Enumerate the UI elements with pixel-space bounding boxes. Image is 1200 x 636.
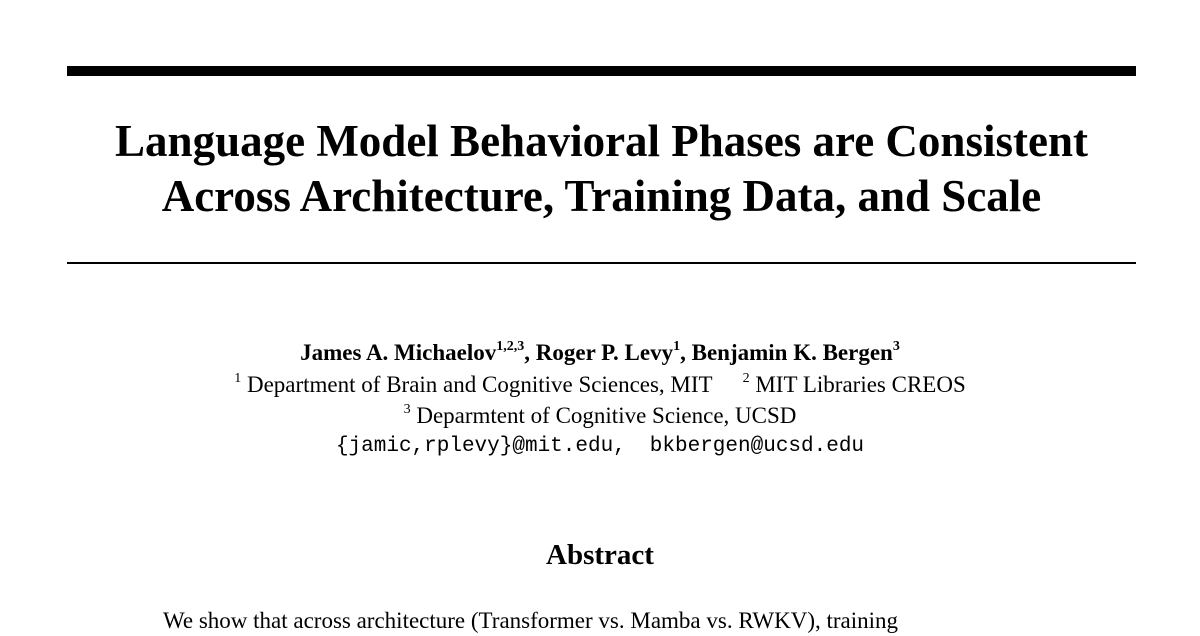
paper-title	[67, 114, 1136, 224]
author-affiliation-marker: 1,2,3	[496, 339, 525, 354]
author-list	[0, 338, 1200, 368]
affiliation-line	[0, 370, 1200, 400]
author-name: Benjamin K. Bergen	[691, 340, 893, 365]
title-top-rule	[67, 66, 1136, 76]
affiliation-text: MIT Libraries CREOS	[749, 372, 966, 397]
affiliation-line	[0, 401, 1200, 431]
affiliation-marker: 1	[234, 371, 242, 386]
author-separator: ,	[680, 340, 692, 365]
title-bottom-rule	[67, 262, 1136, 264]
email-address: {jamic,rplevy}@mit.edu,	[335, 435, 626, 458]
affiliation-text: Department of Brain and Cognitive Sciences, MIT	[241, 372, 713, 397]
author-name: Roger P. Levy	[535, 340, 674, 365]
affiliation-marker: 2	[742, 371, 750, 386]
abstract-text: We show that across architecture (Transformer vs. Mamba vs. RWKV), training	[163, 608, 899, 633]
author-name: James A. Michaelov	[300, 340, 497, 365]
author-emails	[0, 432, 1200, 462]
affiliation-text: Deparmtent of Cognitive Science, UCSD	[410, 403, 797, 428]
author-separator: ,	[524, 340, 536, 365]
email-address: bkbergen@ucsd.edu	[649, 435, 865, 458]
paper-title-line-2: Across Architecture, Training Data, and Scale	[161, 171, 1042, 221]
paper-title-line-1: Language Model Behavioral Phases are Consistent	[115, 116, 1088, 166]
author-affiliation-marker: 1	[673, 339, 681, 354]
affiliation-marker: 3	[403, 402, 411, 417]
abstract-heading: Abstract	[546, 539, 654, 571]
author-affiliation-marker: 3	[892, 339, 900, 354]
